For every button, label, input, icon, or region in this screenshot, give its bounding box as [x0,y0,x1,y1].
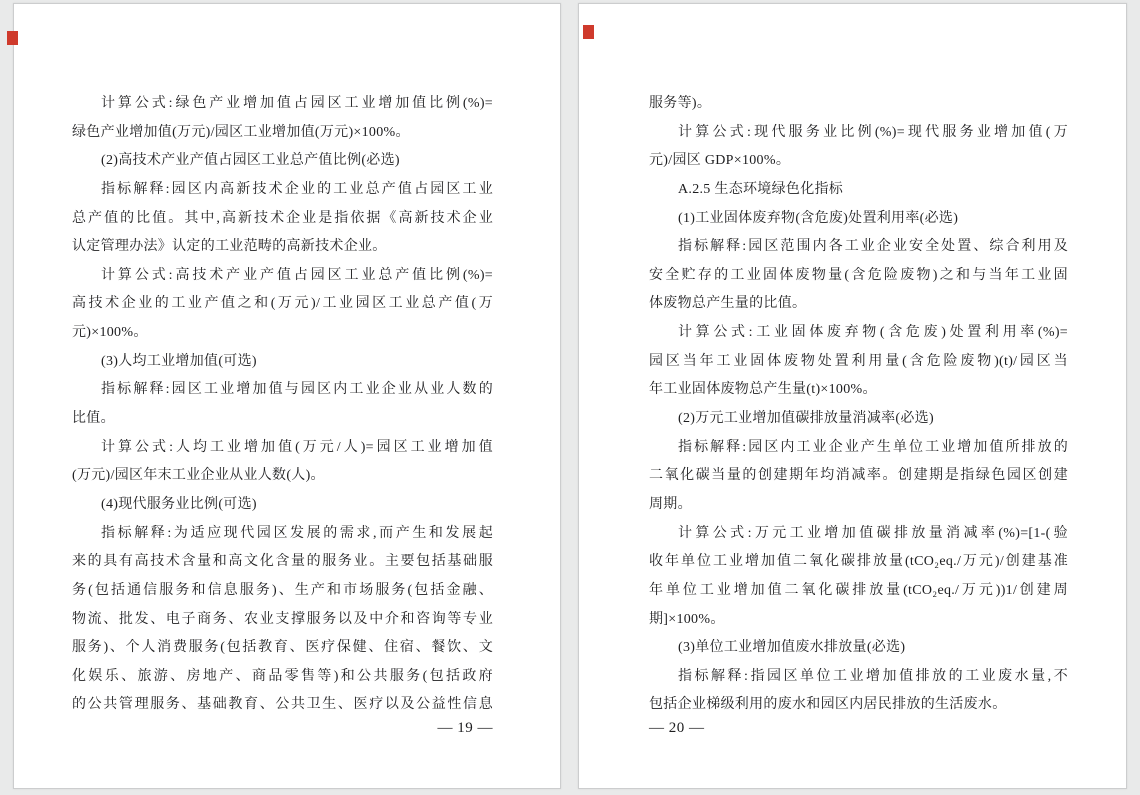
text-line: 比值。 [72,411,115,427]
text-line: 指标解释:园区内工业企业产生单位工业增加值所排放的 [678,439,1068,455]
text-line: 期]×100%。 [649,611,725,627]
page-left-text-column [72,90,493,720]
text-line: 安全贮存的工业固体废物量(含危险废物)之和与当年工业固 [649,267,1068,283]
text-line: 计算公式:工业固体废弃物(含危废)处置利用率(%)= [678,325,1068,341]
text-line: 元)×100%。 [72,325,148,341]
text-line: 指标解释:指园区单位工业增加值排放的工业废水量,不 [678,668,1068,684]
page-left [13,3,561,789]
text-line: (4)现代服务业比例(可选) [101,496,257,512]
text-line: 包括企业梯级利用的废水和园区内居民排放的生活废水。 [649,697,1007,713]
text-line: 服务)、个人消费服务(包括教育、医疗保健、住宿、餐饮、文 [72,640,493,656]
text-line: 服务等)。 [649,96,712,111]
text-line: (3)人均工业增加值(可选) [101,353,257,369]
text-line: (2)高技术产业产值占园区工业总产值比例(必选) [101,153,400,169]
red-annotation-mark [583,25,594,39]
page-number: — 20 — [649,720,705,736]
text-line: 务(包括通信服务和信息服务)、生产和市场服务(包括金融、 [72,582,493,598]
text-line: 来的具有高技术含量和高文化含量的服务业。主要包括基础服 [72,554,493,570]
red-annotation-mark [7,31,18,45]
text-line: 年工业固体废物总产生量(t)×100%。 [649,382,877,398]
text-line: 二氧化碳当量的创建期年均消减率。创建期是指绿色园区创建 [649,468,1068,484]
text-line: 体废物总产生量的比值。 [649,296,807,312]
text-line: (3)单位工业增加值废水排放量(必选) [678,640,906,656]
page-number: — 19 — [437,720,493,736]
text-line: 指标解释:为适应现代园区发展的需求,而产生和发展起 [101,525,493,541]
page-right [578,3,1127,789]
text-line: (万元)/园区年末工业企业从业人数(人)。 [72,468,325,484]
text-line: 计算公式:高技术产业产值占园区工业总产值比例(%)= [101,267,493,283]
text-line: 计算公式:万元工业增加值碳排放量消减率(%)=[1-(验 [678,525,1068,541]
text-line: 元)/园区 GDP×100%。 [649,153,791,169]
text-line: 计算公式:绿色产业增加值占园区工业增加值比例(%)= [101,96,493,111]
text-line: (2)万元工业增加值碳排放量消减率(必选) [678,411,934,427]
text-line: 总产值的比值。其中,高新技术企业是指依据《高新技术企业 [72,210,493,226]
text-line: 化娱乐、旅游、房地产、商品零售等)和公共服务(包括政府 [72,668,493,684]
page-right-text-column [649,90,1068,720]
text-line: 指标解释:园区内高新技术企业的工业总产值占园区工业 [101,181,493,197]
text-line: 的公共管理服务、基础教育、公共卫生、医疗以及公益性信息 [72,697,493,713]
text-line: 高技术企业的工业产值之和(万元)/工业园区工业总产值(万 [72,296,493,312]
text-line: 绿色产业增加值(万元)/园区工业增加值(万元)×100%。 [72,124,410,140]
text-line: A.2.5 生态环境绿色化指标 [678,181,844,197]
text-line: 物流、批发、电子商务、农业支撑服务以及中介和咨询等专业 [72,611,493,627]
text-line: 收年单位工业增加值二氧化碳排放量(tCO₂eq./万元)/创建基准 [649,554,1068,570]
text-line: 指标解释:园区工业增加值与园区内工业企业从业人数的 [101,382,493,398]
text-line: 计算公式:人均工业增加值(万元/人)=园区工业增加值 [101,439,493,455]
text-line: 园区当年工业固体废物处置利用量(含危险废物)(t)/园区当 [649,353,1068,369]
text-line: 认定管理办法》认定的工业范畴的高新技术企业。 [72,239,387,255]
text-line: (1)工业固体废弃物(含危废)处置利用率(必选) [678,210,959,226]
text-line: 指标解释:园区范围内各工业企业安全处置、综合利用及 [678,239,1068,255]
text-line: 周期。 [649,496,692,512]
text-line: 年单位工业增加值二氧化碳排放量(tCO₂eq./万元))1/创建周 [649,582,1068,598]
text-line: 计算公式:现代服务业比例(%)=现代服务业增加值(万 [678,124,1068,140]
